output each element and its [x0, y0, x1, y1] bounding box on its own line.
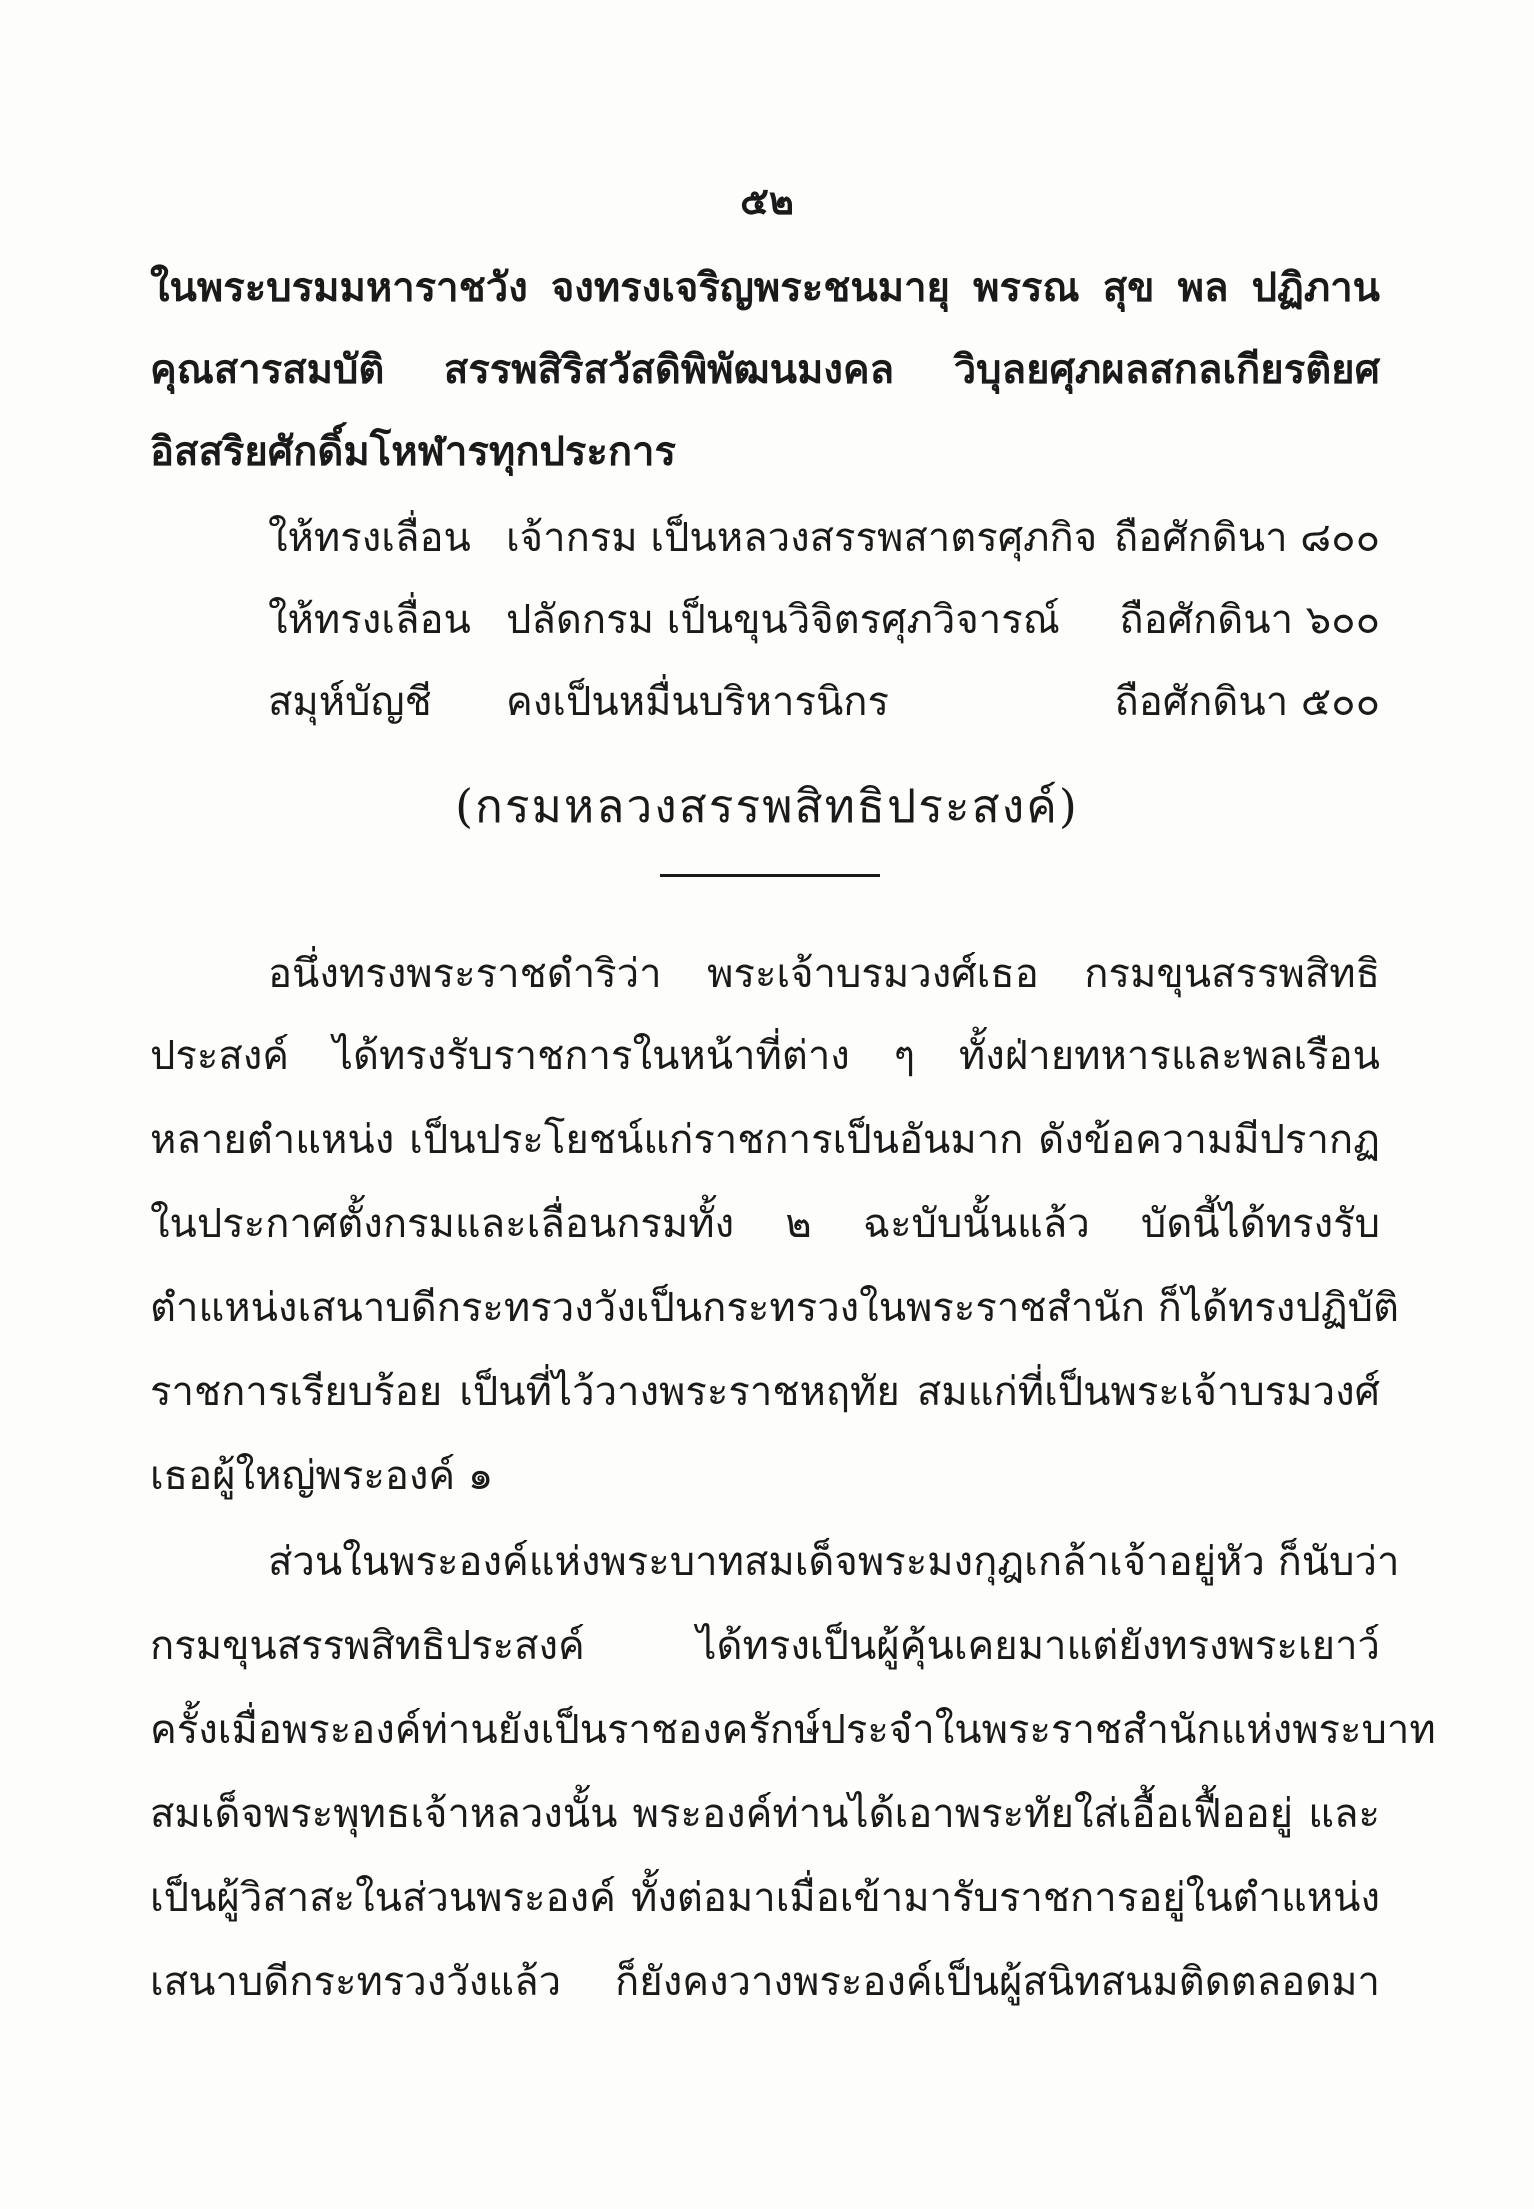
appointment-row — [268, 679, 1380, 730]
paragraph-line: ราชการเรียบร้อย เป็นที่ไว้วางพระราชหฤทัย สมแก่ที่เป็นพระเจ้าบรมวงศ์ — [150, 1369, 1380, 1415]
appointment-description: คงเป็นหมื่นบริหารนิกร — [506, 679, 890, 725]
appointment-row — [268, 515, 1380, 566]
paragraph-line: ในประกาศตั้งกรมและเลื่อนกรมทั้ง ๒ ฉะบับนั้นแล้ว บัดนี้ได้ทรงรับ — [150, 1201, 1380, 1247]
paragraph-line: หลายตำแหน่ง เป็นประโยชน์แก่ราชการเป็นอันมาก ดังข้อความมีปรากฏ — [150, 1117, 1380, 1163]
paragraph-line: เธอผู้ใหญ่พระองค์ ๑ — [150, 1453, 494, 1499]
appointment-description: เจ้ากรม เป็นหลวงสรรพสาตรศุภกิจ — [506, 515, 1098, 561]
appointment-title: ให้ทรงเลื่อน — [268, 597, 471, 643]
appointment-title: ให้ทรงเลื่อน — [268, 515, 471, 561]
intro-line: คุณสารสมบัติ สรรพสิริสวัสดิพิพัฒนมงคล วิบุลยศุภผลสกลเกียรติยศ — [150, 346, 1380, 393]
appointment-row — [268, 597, 1380, 648]
intro-line: ในพระบรมมหาราชวัง จงทรงเจริญพระชนมายุ พรรณ สุข พล ปฏิภาน — [150, 264, 1380, 311]
page-number: ๕๒ — [740, 178, 794, 223]
paragraph-line: อนึ่งทรงพระราชดำริว่า พระเจ้าบรมวงศ์เธอ กรมขุนสรรพสิทธิ — [268, 951, 1380, 997]
paragraph-line: กรมขุนสรรพสิทธิประสงค์ ได้ทรงเป็นผู้คุ้นเคยมาแต่ยังทรงพระเยาว์ — [150, 1623, 1380, 1669]
appointment-sakdina: ถือศักดินา ๘๐๐ — [1113, 515, 1380, 561]
intro-line: อิสสริยศักดิ์มโหฬารทุกประการ — [150, 428, 676, 475]
appointment-description: ปลัดกรม เป็นขุนวิจิตรศุภวิจารณ์ — [506, 597, 1060, 643]
section-heading: (กรมหลวงสรรพสิทธิประสงค์) — [455, 779, 1079, 833]
heading-divider — [660, 874, 880, 877]
appointment-sakdina: ถือศักดินา ๕๐๐ — [1114, 679, 1380, 725]
appointment-title: สมุห์บัญชี — [268, 679, 432, 725]
paragraph-line: ตำแหน่งเสนาบดีกระทรวงวังเป็นกระทรวงในพระราชสำนัก ก็ได้ทรงปฏิบัติ — [150, 1285, 1399, 1331]
paragraph-line: ประสงค์ ได้ทรงรับราชการในหน้าที่ต่าง ๆ ทั้งฝ่ายทหารและพลเรือน — [150, 1033, 1380, 1079]
paragraph-line: สมเด็จพระพุทธเจ้าหลวงนั้น พระองค์ท่านได้เอาพระทัยใส่เอื้อเฟื้ออยู่ และ — [150, 1791, 1380, 1837]
paragraph-line: ครั้งเมื่อพระองค์ท่านยังเป็นราชองครักษ์ประจำในพระราชสำนักแห่งพระบาท — [150, 1707, 1436, 1753]
paragraph-line: เสนาบดีกระทรวงวังแล้ว ก็ยังคงวางพระองค์เป็นผู้สนิทสนมติดตลอดมา — [150, 1959, 1380, 2005]
appointment-sakdina: ถือศักดินา ๖๐๐ — [1119, 597, 1380, 643]
paragraph-line: ส่วนในพระองค์แห่งพระบาทสมเด็จพระมงกุฎเกล้าเจ้าอยู่หัว ก็นับว่า — [268, 1539, 1400, 1585]
paragraph-line: เป็นผู้วิสาสะในส่วนพระองค์ ทั้งต่อมาเมื่อเข้ามารับราชการอยู่ในตำแหน่ง — [150, 1875, 1380, 1921]
